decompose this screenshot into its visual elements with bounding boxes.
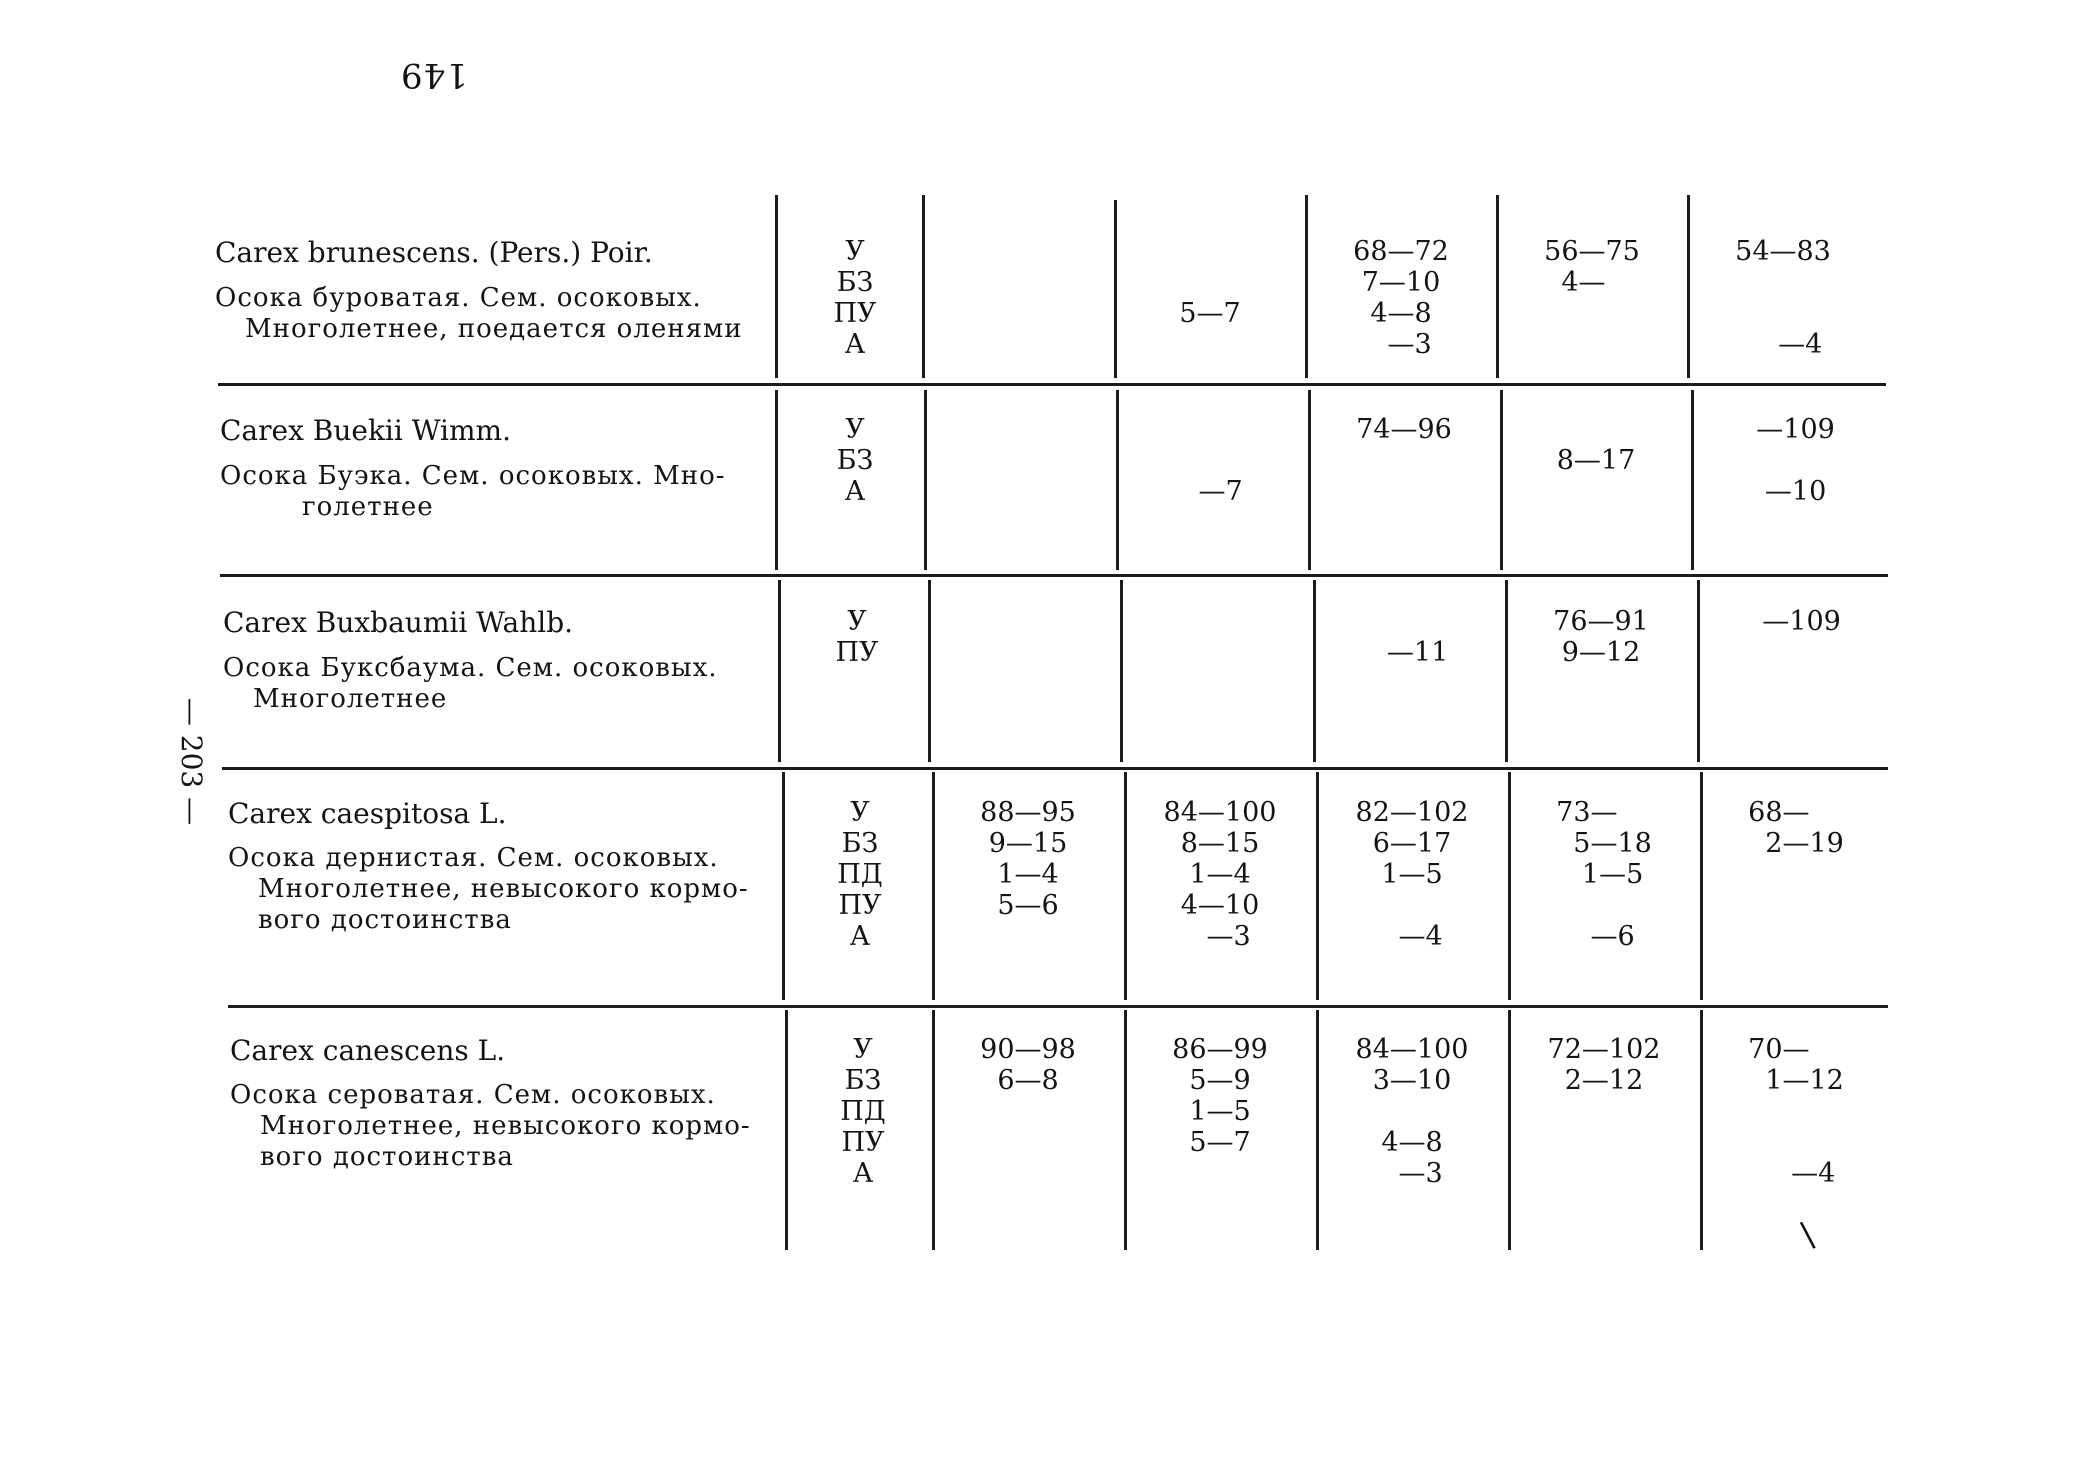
codes-cell: У БЗ ПД ПУ А — [840, 1034, 886, 1189]
description-rest: Многолетнее, невысокого кормо- вого достоинства — [258, 874, 749, 935]
value-cell: 84—100 3—10 4—8 —3 — [1355, 1034, 1469, 1189]
species-description — [220, 461, 765, 523]
species-latin-name: Carex caespitosa L. — [228, 797, 507, 830]
description-first-line: Осока Буэка. Сем. осоковых. Мно- — [220, 461, 726, 491]
value-cell: 68— 2—19 — [1748, 797, 1844, 859]
value-cell: —7 — [1198, 476, 1243, 507]
column-line — [1120, 580, 1123, 762]
species-description — [230, 1080, 775, 1173]
page-number: 149 — [400, 55, 468, 95]
value-cell: 82—102 6—17 1—5 —4 — [1355, 797, 1469, 952]
codes-cell: У БЗ ПД ПУ А — [837, 797, 883, 952]
column-line — [778, 580, 781, 762]
column-line — [922, 195, 925, 378]
column-line — [785, 1010, 788, 1250]
description-first-line: Осока сероватая. Сем. осоковых. — [230, 1080, 716, 1110]
value-cell: 74—96 — [1356, 414, 1452, 445]
description-first-line: Осока буроватая. Сем. осоковых. — [215, 283, 702, 313]
description-first-line: Осока Буксбаума. Сем. осоковых. — [223, 653, 718, 683]
value-cell: 86—99 5—9 1—5 5—7 — [1172, 1034, 1268, 1158]
value-cell: 73— 5—18 1—5 —6 — [1556, 797, 1652, 952]
column-line — [1114, 200, 1117, 378]
value-cell: 54—83 —4 — [1735, 236, 1831, 360]
side-page-number: — 203 — — [175, 697, 209, 826]
value-cell: 8—17 — [1556, 445, 1636, 476]
row-divider — [222, 767, 1888, 770]
species-latin-name: Carex Buxbaumii Wahlb. — [223, 606, 574, 639]
row-divider — [228, 1005, 1888, 1008]
column-line — [924, 390, 927, 570]
value-cell: 76—91 9—12 — [1553, 606, 1649, 668]
description-rest: Многолетнее — [253, 684, 448, 714]
codes-cell: У ПУ — [835, 606, 879, 668]
description-rest: голетнее — [302, 492, 434, 522]
stray-pen-mark: \ — [1798, 1214, 1817, 1256]
codes-cell: У БЗ А — [836, 414, 874, 507]
description-first-line: Осока дернистая. Сем. осоковых. — [228, 843, 719, 873]
value-cell: 84—100 8—15 1—4 4—10 —3 — [1163, 797, 1277, 952]
value-cell: 5—7 — [1179, 298, 1241, 329]
column-line — [775, 390, 778, 570]
column-line — [928, 580, 931, 762]
species-description — [228, 843, 773, 936]
row-divider — [218, 383, 1886, 386]
species-latin-name: Carex canescens L. — [230, 1034, 506, 1067]
species-latin-name: Carex Buekii Wimm. — [220, 414, 511, 447]
column-line — [782, 772, 785, 1000]
value-cell: 90—98 6—8 — [980, 1034, 1076, 1096]
value-cell: 68—72 7—10 4—8 —3 — [1353, 236, 1449, 360]
column-line — [775, 195, 778, 378]
value-cell: 72—102 2—12 — [1547, 1034, 1661, 1096]
value-cell: 88—95 9—15 1—4 5—6 — [980, 797, 1076, 921]
description-rest: Многолетнее, поедается оленями — [245, 314, 743, 344]
species-latin-name: Carex brunescens. (Pers.) Poir. — [215, 236, 653, 269]
description-rest: Многолетнее, невысокого кормо- вого достоинства — [260, 1111, 751, 1172]
codes-cell: У БЗ ПУ А — [833, 236, 877, 360]
value-cell: 56—75 4— — [1544, 236, 1640, 298]
value-cell: 70— 1—12 —4 — [1748, 1034, 1844, 1189]
species-description — [223, 653, 768, 715]
value-cell: —109 —10 — [1756, 414, 1835, 507]
value-cell: —11 — [1386, 637, 1449, 668]
value-cell: —109 — [1745, 606, 1841, 637]
species-description — [215, 283, 760, 345]
row-divider — [220, 574, 1888, 577]
